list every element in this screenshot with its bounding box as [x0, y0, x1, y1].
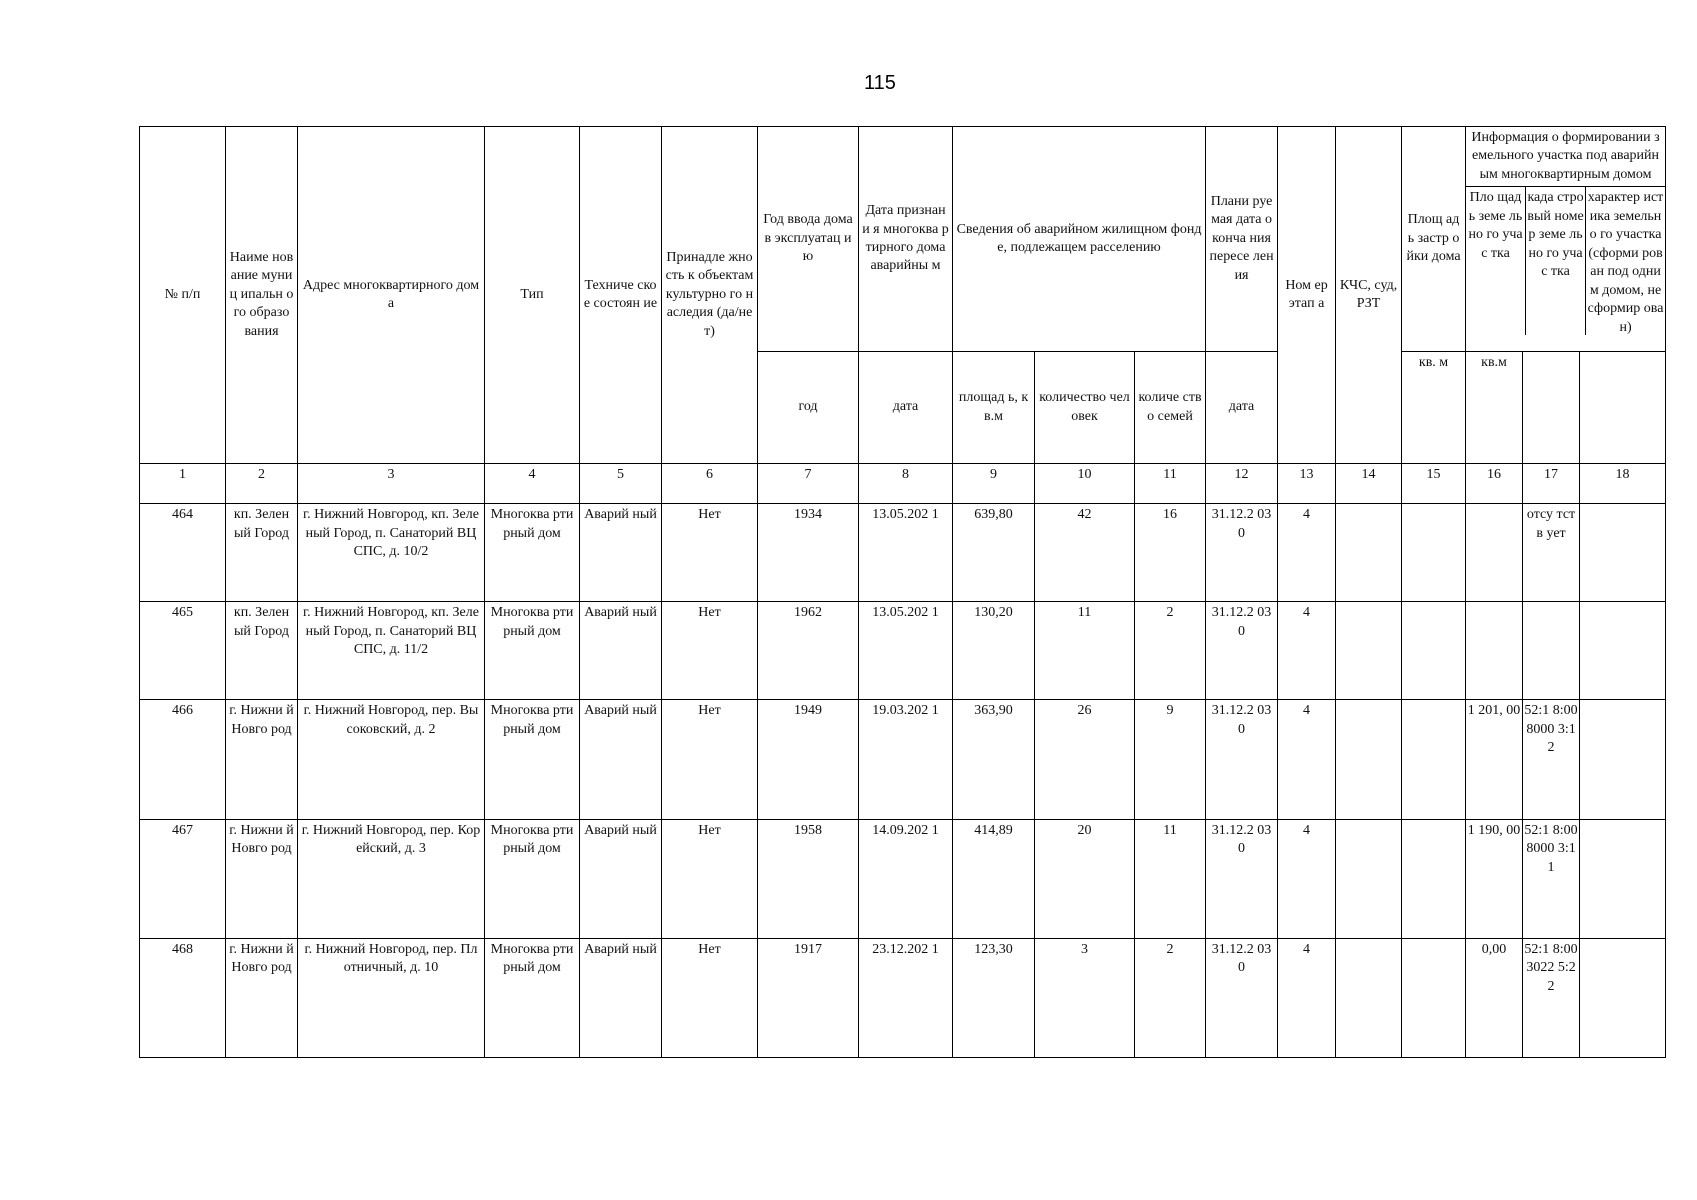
- cell-kchs: [1336, 504, 1402, 602]
- cell-recognition-date: 13.05.202 1: [859, 504, 953, 602]
- header-municipality: Наиме нование муниц ипальн ого образо вания: [226, 127, 298, 464]
- header-land-characteristic: характер истика земельно го участка (сформи рован под одним домом, не сформир ован): [1587, 190, 1664, 335]
- cell-type: Многоква ртирный дом: [485, 504, 580, 602]
- column-number: 15: [1402, 464, 1466, 504]
- column-number: 14: [1336, 464, 1402, 504]
- header-condition: Техниче ское состоян ие: [580, 127, 662, 464]
- cell-stage: 4: [1278, 504, 1336, 602]
- header-heritage: Принадле жность к объектам культурно го наследия (да/нет): [662, 127, 758, 464]
- cell-recognition-date: 23.12.202 1: [859, 938, 953, 1057]
- cell-land-characteristic: [1580, 700, 1666, 819]
- cell-land-area: 1 190, 00: [1466, 819, 1523, 938]
- header-type: Тип: [485, 127, 580, 464]
- cell-land-area: 1 201, 00: [1466, 700, 1523, 819]
- cell-type: Многоква ртирный дом: [485, 700, 580, 819]
- cell-condition: Аварий ный: [580, 819, 662, 938]
- cell-year: 1934: [758, 504, 859, 602]
- column-number: 11: [1135, 464, 1206, 504]
- cell-land-area: [1466, 504, 1523, 602]
- cell-type: Многоква ртирный дом: [485, 938, 580, 1057]
- cell-cadastral: 52:1 8:00 8000 3:12: [1523, 700, 1580, 819]
- cell-heritage: Нет: [662, 819, 758, 938]
- header-land-area: Пло щадь земе льно го учас тка: [1466, 187, 1526, 335]
- header-planned-date-sub: дата: [1206, 352, 1278, 464]
- cell-people: 20: [1035, 819, 1135, 938]
- cell-year: 1962: [758, 602, 859, 700]
- cell-cadastral: [1523, 602, 1580, 700]
- cell-area: 414,89: [953, 819, 1035, 938]
- header-kchs: КЧС, суд, РЗТ: [1336, 127, 1402, 464]
- cell-planned-date: 31.12.2 030: [1206, 819, 1278, 938]
- cell-land-characteristic: [1580, 602, 1666, 700]
- cell-year: 1917: [758, 938, 859, 1057]
- cell-municipality: г. Нижни й Новго род: [226, 700, 298, 819]
- land-plot-subheaders: [1466, 186, 1665, 335]
- header-cadastral-number: када стро вый номе р земе льно го учас тка: [1526, 187, 1586, 335]
- cell-planned-date: 31.12.2 030: [1206, 700, 1278, 819]
- header-address: Адрес многоквартирного дома: [298, 127, 485, 464]
- cell-recognition-date: 14.09.202 1: [859, 819, 953, 938]
- cell-stage: 4: [1278, 700, 1336, 819]
- cell-area: 123,30: [953, 938, 1035, 1057]
- cell-building-area: [1402, 938, 1466, 1057]
- cell-people: 3: [1035, 938, 1135, 1057]
- table-row: [140, 700, 1666, 819]
- cell-address: г. Нижний Новгород, кп. Зеленый Город, п. Санаторий ВЦСПС, д. 10/2: [298, 504, 485, 602]
- cell-row-number: 465: [140, 602, 226, 700]
- cell-cadastral: 52:1 8:00 3022 5:22: [1523, 938, 1580, 1057]
- cell-municipality: кп. Зелен ый Город: [226, 504, 298, 602]
- cell-address: г. Нижний Новгород, пер. Высоковский, д. 2: [298, 700, 485, 819]
- cell-type: Многоква ртирный дом: [485, 819, 580, 938]
- cell-heritage: Нет: [662, 602, 758, 700]
- header-commission-year: Год ввода дома в эксплуатац ию: [758, 127, 859, 352]
- header-land-plot-group: [1466, 127, 1666, 352]
- cell-type: Многоква ртирный дом: [485, 602, 580, 700]
- cell-planned-date: 31.12.2 030: [1206, 938, 1278, 1057]
- cell-people: 42: [1035, 504, 1135, 602]
- cell-area: 639,80: [953, 504, 1035, 602]
- cell-land-characteristic: [1580, 938, 1666, 1057]
- cell-people: 26: [1035, 700, 1135, 819]
- cell-families: 11: [1135, 819, 1206, 938]
- cell-kchs: [1336, 602, 1402, 700]
- cell-land-area: [1466, 602, 1523, 700]
- header-date-sub: дата: [859, 352, 953, 464]
- header-recognition-date: Дата признани я многоква ртирного дома аварийны м: [859, 127, 953, 352]
- column-number: 2: [226, 464, 298, 504]
- column-number: 5: [580, 464, 662, 504]
- column-number: 18: [1580, 464, 1666, 504]
- cell-condition: Аварий ный: [580, 700, 662, 819]
- cell-families: 2: [1135, 938, 1206, 1057]
- cell-row-number: 464: [140, 504, 226, 602]
- cell-land-characteristic: [1580, 504, 1666, 602]
- cell-address: г. Нижний Новгород, кп. Зеленый Город, п. Санаторий ВЦСПС, д. 11/2: [298, 602, 485, 700]
- cell-municipality: г. Нижни й Новго род: [226, 819, 298, 938]
- header-family-count: количе ство семей: [1135, 352, 1206, 464]
- header-stage: Ном ер этап а: [1278, 127, 1336, 464]
- header-cadastral-cont: [1523, 352, 1580, 464]
- table-row: [140, 602, 1666, 700]
- cell-kchs: [1336, 938, 1402, 1057]
- cell-area: 363,90: [953, 700, 1035, 819]
- column-number: 8: [859, 464, 953, 504]
- cell-heritage: Нет: [662, 504, 758, 602]
- column-number: 6: [662, 464, 758, 504]
- cell-families: 9: [1135, 700, 1206, 819]
- column-number: 17: [1523, 464, 1580, 504]
- column-number: 4: [485, 464, 580, 504]
- cell-stage: 4: [1278, 819, 1336, 938]
- cell-year: 1958: [758, 819, 859, 938]
- cell-kchs: [1336, 819, 1402, 938]
- cell-stage: 4: [1278, 602, 1336, 700]
- cell-building-area: [1402, 700, 1466, 819]
- cell-heritage: Нет: [662, 700, 758, 819]
- cell-recognition-date: 13.05.202 1: [859, 602, 953, 700]
- column-number: 9: [953, 464, 1035, 504]
- emergency-housing-table: [139, 126, 1666, 1058]
- column-number: 1: [140, 464, 226, 504]
- header-planned-date: Плани руемая дата оконча ния пересе ления: [1206, 127, 1278, 352]
- column-number: 13: [1278, 464, 1336, 504]
- cell-row-number: 468: [140, 938, 226, 1057]
- column-number: 7: [758, 464, 859, 504]
- cell-recognition-date: 19.03.202 1: [859, 700, 953, 819]
- header-people-count: количество человек: [1035, 352, 1135, 464]
- table-row: [140, 938, 1666, 1057]
- cell-address: г. Нижний Новгород, пер. Плотничный, д. 10: [298, 938, 485, 1057]
- cell-land-characteristic: [1580, 819, 1666, 938]
- cell-row-number: 467: [140, 819, 226, 938]
- cell-address: г. Нижний Новгород, пер. Корейский, д. 3: [298, 819, 485, 938]
- cell-kchs: [1336, 700, 1402, 819]
- cell-families: 16: [1135, 504, 1206, 602]
- page-number: 115: [864, 72, 896, 94]
- table-row: [140, 504, 1666, 602]
- header-emergency-fund: Сведения об аварийном жилищном фонде, подлежащем расселению: [953, 127, 1206, 352]
- cell-planned-date: 31.12.2 030: [1206, 602, 1278, 700]
- header-land-area-unit: кв.м: [1466, 352, 1523, 464]
- cell-area: 130,20: [953, 602, 1035, 700]
- header-building-area: Площ адь застр ойки дома: [1402, 127, 1466, 352]
- cell-stage: 4: [1278, 938, 1336, 1057]
- cell-families: 2: [1135, 602, 1206, 700]
- header-row-number: № п/п: [140, 127, 226, 464]
- column-number-row: [140, 464, 1666, 504]
- column-number: 16: [1466, 464, 1523, 504]
- header-characteristic-cont: [1580, 352, 1666, 464]
- cell-cadastral: 52:1 8:00 8000 3:11: [1523, 819, 1580, 938]
- cell-planned-date: 31.12.2 030: [1206, 504, 1278, 602]
- cell-building-area: [1402, 819, 1466, 938]
- column-number: 10: [1035, 464, 1135, 504]
- cell-heritage: Нет: [662, 938, 758, 1057]
- header-year-sub: год: [758, 352, 859, 464]
- cell-condition: Аварий ный: [580, 938, 662, 1057]
- header-land-plot-info: Информация о формировании земельного участка под аварийным многоквартирным домом: [1471, 130, 1660, 182]
- cell-row-number: 466: [140, 700, 226, 819]
- cell-municipality: г. Нижни й Новго род: [226, 938, 298, 1057]
- header-area: площад ь, кв.м: [953, 352, 1035, 464]
- cell-condition: Аварий ный: [580, 602, 662, 700]
- cell-cadastral: отсу тств ует: [1523, 504, 1580, 602]
- cell-year: 1949: [758, 700, 859, 819]
- header-building-area-unit: кв. м: [1402, 352, 1466, 464]
- cell-municipality: кп. Зелен ый Город: [226, 602, 298, 700]
- column-number: 3: [298, 464, 485, 504]
- column-number: 12: [1206, 464, 1278, 504]
- cell-people: 11: [1035, 602, 1135, 700]
- cell-building-area: [1402, 602, 1466, 700]
- table-row: [140, 819, 1666, 938]
- cell-building-area: [1402, 504, 1466, 602]
- cell-land-area: 0,00: [1466, 938, 1523, 1057]
- cell-condition: Аварий ный: [580, 504, 662, 602]
